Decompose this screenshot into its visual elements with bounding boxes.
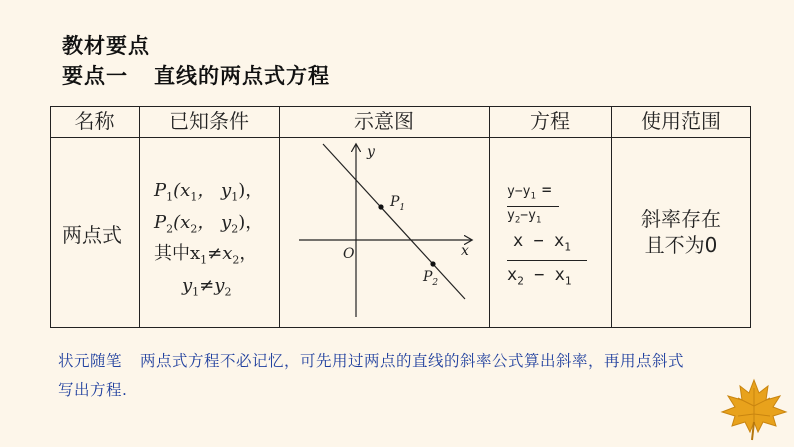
condition-x-neq: 其中$x_1\ne x_2$， bbox=[154, 243, 258, 267]
equation-top-numerator: $y-y_1$ = bbox=[507, 180, 552, 202]
header-conditions: 已知条件 bbox=[169, 109, 249, 133]
x-axis-label: x bbox=[461, 243, 469, 259]
condition-p2: $P_2(x_2$， $y_2$)， bbox=[154, 211, 264, 236]
subsection-label: 要点一 bbox=[62, 64, 128, 88]
column-divider bbox=[489, 106, 490, 328]
subsection-title bbox=[62, 60, 330, 90]
origin-label: O bbox=[343, 246, 355, 262]
p1-label: $P_1$ bbox=[390, 194, 406, 213]
equation-bottom-numerator: $x - x_1$ bbox=[513, 231, 571, 254]
tip-text: 两点式方程不必记忆，可先用过两点的直线的斜率公式算出斜率，再用点斜式写出方程. bbox=[58, 352, 685, 399]
tip-label: 状元随笔 bbox=[58, 352, 123, 370]
point-p1 bbox=[378, 204, 383, 209]
y-axis-label: y bbox=[367, 144, 375, 160]
two-point-equation bbox=[507, 181, 587, 292]
known-conditions bbox=[154, 178, 263, 304]
equation-bottom-denominator: $x_2 - x_1$ bbox=[507, 264, 572, 287]
condition-y-neq: $y_1\ne y_2$ bbox=[182, 274, 232, 299]
equation-top-denominator: $y_2-y_1$ bbox=[507, 207, 542, 226]
formula-table bbox=[50, 106, 751, 328]
usage-scope bbox=[612, 206, 750, 258]
header-diagram: 示意图 bbox=[354, 109, 414, 133]
condition-p1: $P_1(x_1$， $y_1$)， bbox=[154, 180, 264, 204]
line-through-points bbox=[323, 144, 465, 299]
header-name: 名称 bbox=[74, 109, 115, 133]
subsection-name: 直线的两点式方程 bbox=[154, 64, 330, 88]
equation-bottom-bar bbox=[507, 260, 587, 261]
column-divider bbox=[139, 106, 140, 328]
maple-leaf-icon bbox=[718, 376, 790, 442]
scope-line-1: 斜率存在 bbox=[641, 207, 721, 231]
tip-note bbox=[58, 347, 698, 405]
header-scope: 使用范围 bbox=[641, 109, 721, 133]
section-title: 教材要点 bbox=[62, 34, 150, 58]
header-equation: 方程 bbox=[530, 109, 570, 133]
point-p2 bbox=[430, 261, 435, 266]
line-diagram bbox=[279, 137, 489, 328]
scope-line-2: 且不为0 bbox=[644, 233, 718, 257]
p2-label: $P_2$ bbox=[423, 269, 439, 288]
form-name: 两点式 bbox=[62, 223, 122, 247]
